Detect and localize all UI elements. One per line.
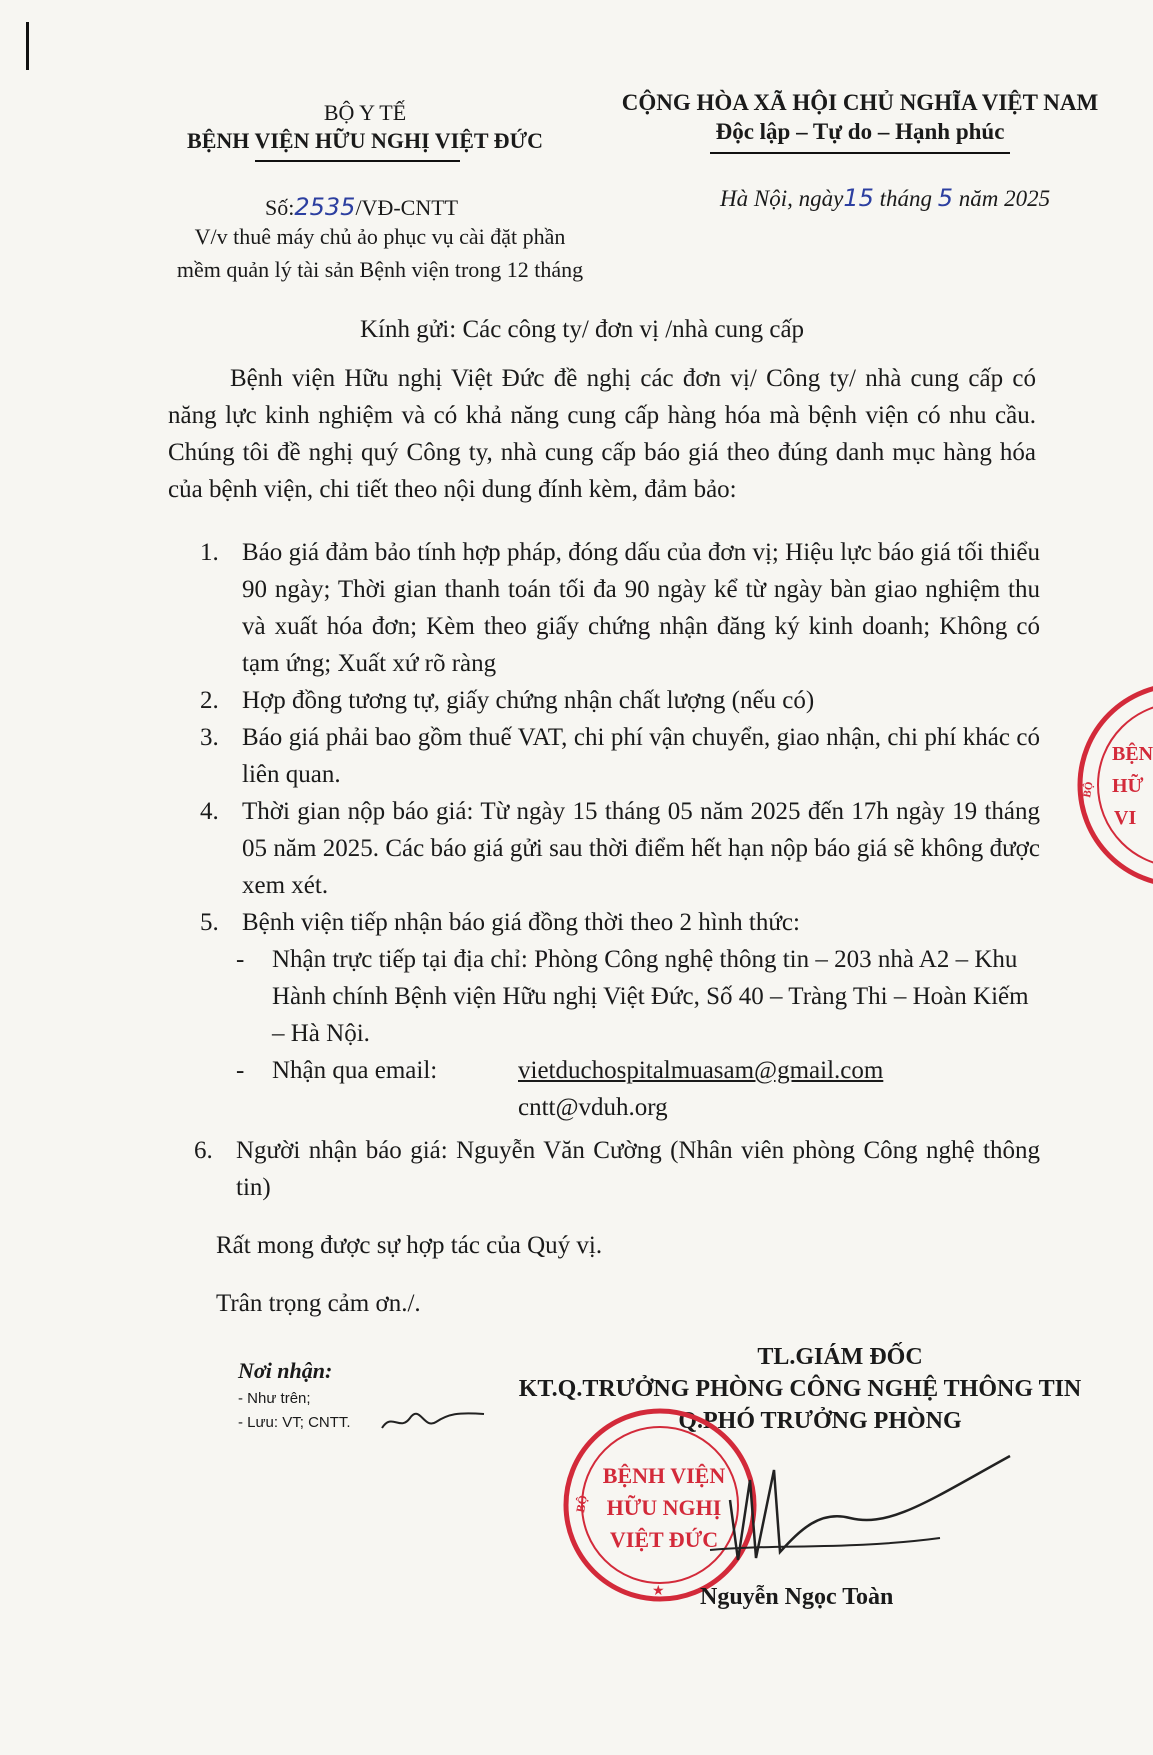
- body-text: [168, 360, 1036, 508]
- greeting: Kính gửi: Các công ty/ đơn vị /nhà cung cấp: [360, 316, 805, 343]
- doc-no-suffix: /VĐ-CNTT: [355, 195, 459, 220]
- item-text: Báo giá phải bao gồm thuế VAT, chi phí vận chuyển, giao nhận, chi phí khác có liên quan.: [242, 724, 1040, 788]
- item-text: Hợp đồng tương tự, giấy chứng nhận chất lượng (nếu có): [242, 687, 815, 714]
- dash: -: [236, 1057, 245, 1084]
- doc-no-handwritten: 2535: [294, 193, 356, 221]
- seal-line-3: VIỆT ĐỨC: [609, 1527, 719, 1552]
- place-date: [720, 184, 1050, 212]
- list-item: [200, 793, 1040, 904]
- date-month-label: tháng: [879, 186, 932, 211]
- subject-line-2: mềm quản lý tài sản Bệnh viện trong 12 tháng: [176, 257, 584, 282]
- signature-line-1: TL.GIÁM ĐỐC: [757, 1344, 923, 1370]
- signature-line-3: Q.PHÓ TRƯỞNG PHÒNG: [678, 1408, 962, 1434]
- item-number: 1.: [200, 539, 219, 566]
- item-text: Người nhận báo giá: Nguyễn Văn Cường (Nhân viên phòng Công nghệ thông tin): [236, 1137, 1040, 1201]
- sub-item-text: Nhận trực tiếp tại địa chỉ: Phòng Công nghệ thông tin – 203 nhà A2 – Khu Hành chính Bệnh viện Hữu nghị Việt Đức, Số 40 – Tràng Thi – Hoàn Kiếm – Hà Nội.: [272, 946, 1029, 1047]
- date-year: năm 2025: [958, 186, 1051, 211]
- date-day-handwritten: 15: [843, 184, 874, 212]
- item-number: 3.: [200, 724, 219, 751]
- list-item: [200, 534, 1040, 682]
- date-month-handwritten: 5: [937, 184, 954, 212]
- intro-paragraph: Bệnh viện Hữu nghị Việt Đức đề nghị các đơn vị/ Công ty/ nhà cung cấp có năng lực kinh nghiệm và có khả năng cung cấp hàng hóa mà bệnh viện có nhu cầu. Chúng tôi đề nghị quý Công ty, nhà cung cấp báo giá theo đúng danh mục hàng hóa của bệnh viện, chi tiết theo nội dung đính kèm, đảm bảo:: [168, 365, 1036, 503]
- item-number: 6.: [194, 1137, 213, 1164]
- margin-mark: [26, 22, 29, 70]
- partial-seal: [1070, 680, 1153, 890]
- dash: -: [236, 946, 245, 973]
- seal-line-2: HỮU NGHỊ: [606, 1495, 722, 1520]
- hospital-underline: [255, 160, 460, 162]
- item-text: Bệnh viện tiếp nhận báo giá đồng thời theo 2 hình thức:: [242, 909, 800, 936]
- recipients-title: Nơi nhận:: [238, 1358, 333, 1383]
- motto-underline: [710, 152, 1010, 154]
- republic-title: CỘNG HÒA XÃ HỘI CHỦ NGHĨA VIỆT NAM: [621, 90, 1099, 115]
- recipient-line-2: - Lưu: VT; CNTT.: [238, 1414, 351, 1431]
- item-number: 5.: [200, 909, 219, 936]
- list-item: [194, 1132, 1040, 1206]
- closing-line-1: Rất mong được sự hợp tác của Quý vị.: [216, 1232, 603, 1259]
- item-text: Thời gian nộp báo giá: Từ ngày 15 tháng 05 năm 2025 đến 17h ngày 19 tháng 05 năm 2025. Các báo giá gửi sau thời điểm hết hạn nộp báo giá sẽ không được xem xét.: [242, 798, 1040, 899]
- item-number: 4.: [200, 798, 219, 825]
- recipient-line-1: - Như trên;: [238, 1390, 311, 1407]
- seal-side-text: BỘ: [573, 1494, 590, 1514]
- partial-seal-side: BỘ: [1081, 780, 1096, 799]
- subject: [130, 220, 630, 286]
- email-label: Nhận qua email:: [272, 1057, 438, 1084]
- seal-star-icon: ★: [652, 1583, 665, 1599]
- seal-line-1: BỆNH VIỆN: [602, 1463, 726, 1488]
- ministry-name: BỘ Y TẾ: [323, 100, 407, 125]
- doc-no-prefix: Số:: [265, 195, 295, 220]
- signer-name: Nguyễn Ngọc Toàn: [700, 1584, 894, 1610]
- list-item: [200, 904, 1040, 941]
- list-item: [200, 719, 1040, 793]
- partial-seal-line-2: HỮ: [1112, 775, 1144, 797]
- hospital-name: BỆNH VIỆN HỮU NGHỊ VIỆT ĐỨC: [187, 128, 543, 153]
- list-item: [200, 682, 1040, 719]
- document-number: [265, 193, 458, 221]
- date-prefix: Hà Nội, ngày: [720, 186, 844, 211]
- sub-item-direct: [200, 941, 1040, 1052]
- item-text: Báo giá đảm bảo tính hợp pháp, đóng dấu của đơn vị; Hiệu lực báo giá tối thiểu 90 ngày; Thời gian thanh toán tối đa 90 ngày kể từ ngày bàn giao nghiệm thu và xuất hóa đơn; Kèm theo giấy chứng nhận đăng ký kinh doanh; Không có tạm ứng; Xuất xứ rõ ràng: [242, 539, 1040, 677]
- signature-line-2: KT.Q.TRƯỞNG PHÒNG CÔNG NGHỆ THÔNG TIN: [518, 1376, 1082, 1402]
- closing-line-2: Trân trọng cảm ơn./.: [216, 1290, 421, 1317]
- partial-seal-line-1: BỆN: [1112, 743, 1153, 765]
- motto: Độc lập – Tự do – Hạnh phúc: [715, 119, 1005, 144]
- item-number: 2.: [200, 687, 219, 714]
- sub-item-email: [200, 1052, 1040, 1121]
- initials-scribble: [378, 1402, 488, 1436]
- email-2: cntt@vduh.org: [518, 1094, 668, 1121]
- email-link-1[interactable]: vietduchospitalmuasam@gmail.com: [518, 1057, 884, 1084]
- requirements-list: [194, 534, 1040, 1206]
- signature-scribble: [690, 1440, 1020, 1570]
- subject-line-1: V/v thuê máy chủ ảo phục vụ cài đặt phần: [194, 224, 566, 249]
- partial-seal-line-3: VI: [1114, 807, 1137, 829]
